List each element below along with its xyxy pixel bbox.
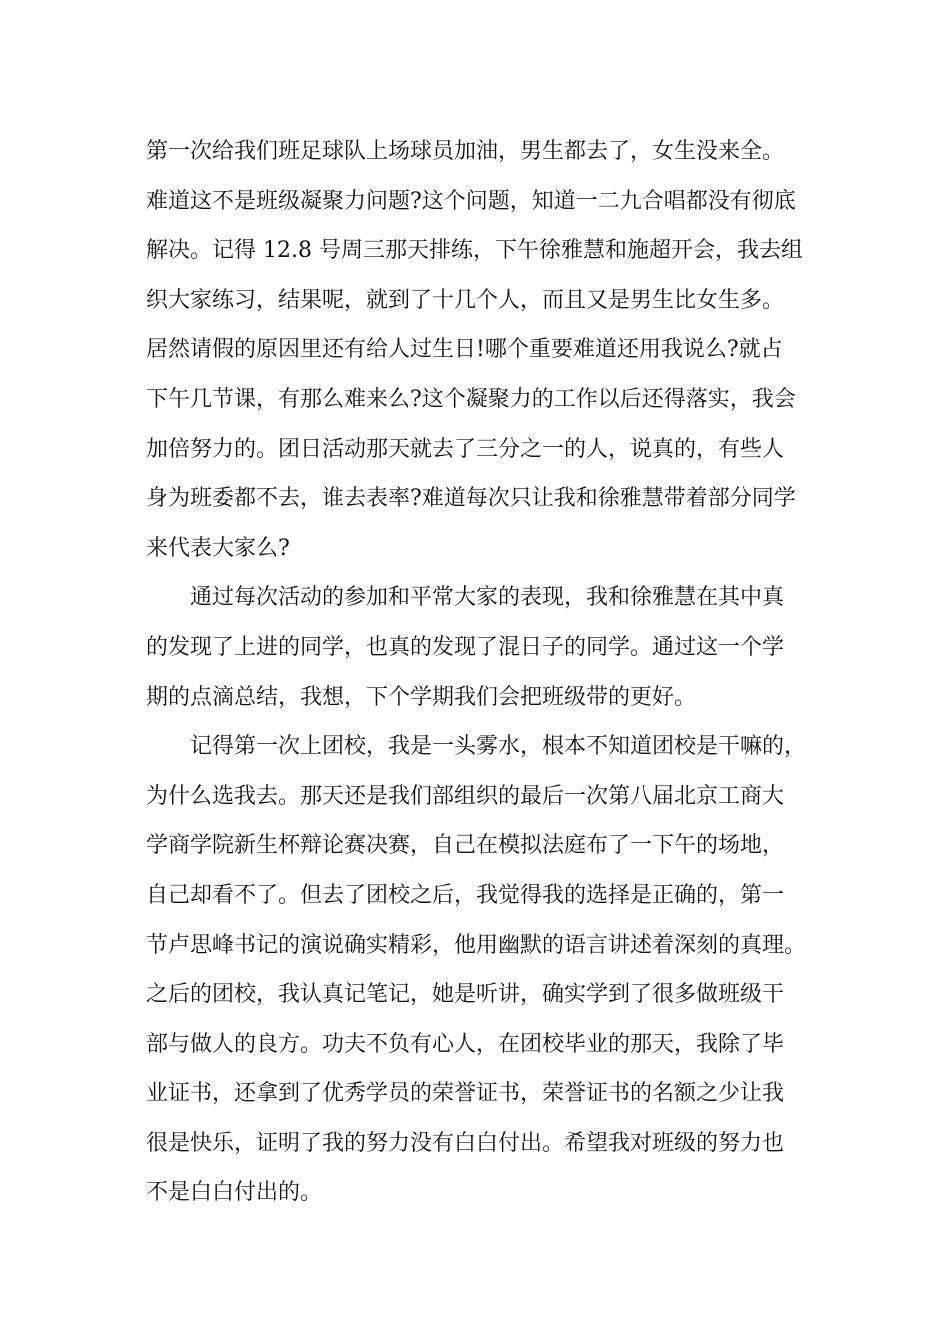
text-line: 为什么选我去。那天还是我们部组织的最后一次第八届北京工商大 [146,783,785,809]
text-line: 居然请假的原因里还有给人过生日!哪个重要难道还用我说么?就占 [146,337,783,363]
text-line: 学商学院新生杯辩论赛决赛，自己在模拟法庭布了一下午的场地， [146,833,785,859]
paragraph-2 [146,573,826,722]
text-line: 部与做人的良方。功夫不负有心人，在团校毕业的那天，我除了毕 [146,1031,785,1057]
text-line: 难道这不是班级凝聚力问题?这个问题，知道一二九合唱都没有彻底 [146,188,796,214]
text-line: 业证书，还拿到了优秀学员的荣誉证书，荣誉证书的名额之少让我 [146,1081,785,1107]
text-line: 织大家练习，结果呢，就到了十几个人，而且又是男生比女生多。 [146,287,785,313]
text-line: 期的点滴总结，我想，下个学期我们会把班级带的更好。 [146,684,697,710]
text-line: 节卢思峰书记的演说确实精彩，他用幽默的语言讲述着深刻的真理。 [146,932,807,958]
text-line: 加倍努力的。团日活动那天就去了三分之一的人，说真的，有些人 [146,436,785,462]
paragraph-3 [146,722,826,1218]
text-line: 的发现了上进的同学，也真的发现了混日子的同学。通过这一个学 [146,634,785,660]
text-line-first: 记得第一次上团校，我是一头雾水，根本不知道团校是干嘛的， [190,734,807,760]
paragraph-1 [146,127,826,573]
text-line: 身为班委都不去，谁去表率?难道每次只让我和徐雅慧带着部分同学 [146,486,796,512]
text-line-first: 通过每次活动的参加和平常大家的表现，我和徐雅慧在其中真 [190,585,785,611]
text-line: 来代表大家么? [146,535,290,561]
text-line: 第一次给我们班足球队上场球员加油，男生都去了，女生没来全。 [146,139,785,164]
document-body [146,127,826,1218]
text-line: 下午几节课，有那么难来么?这个凝聚力的工作以后还得落实，我会 [146,386,796,412]
text-line: 之后的团校，我认真记笔记，她是听讲，确实学到了很多做班级干 [146,982,785,1008]
text-line: 不是白白付出的。 [146,1180,323,1206]
text-line: 自己却看不了。但去了团校之后，我觉得我的选择是正确的，第一 [146,882,785,908]
text-line: 解决。记得 12.8 号周三那天排练，下午徐雅慧和施超开会，我去组 [146,238,803,264]
text-line: 很是快乐，证明了我的努力没有白白付出。希望我对班级的努力也 [146,1130,785,1156]
